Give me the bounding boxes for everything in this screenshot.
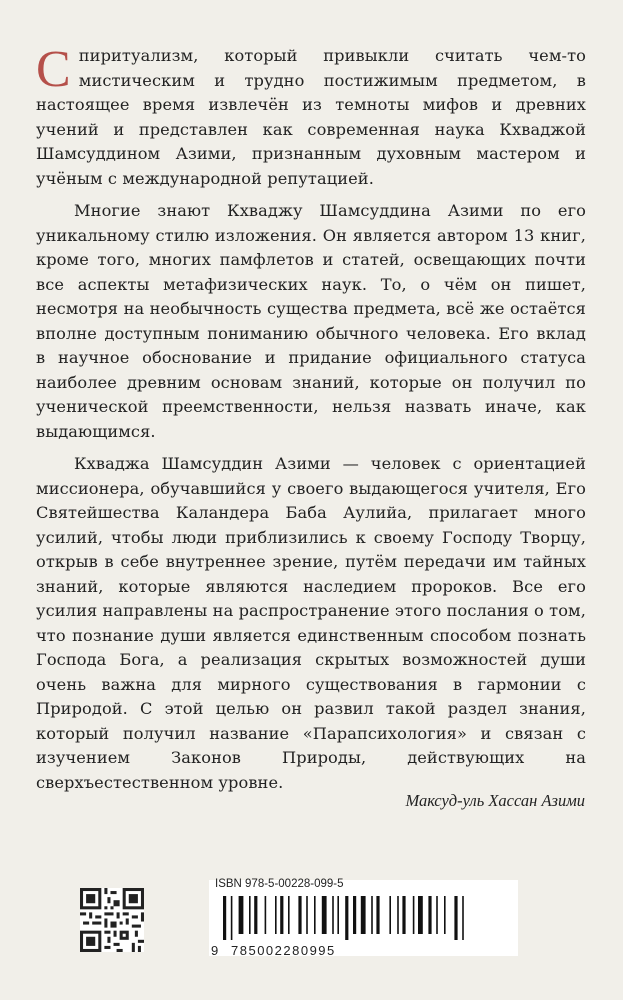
drop-cap: С xyxy=(36,41,71,98)
paragraph-3: Кхваджа Шамсуддин Азими — человек с ориентацией миссионера, обучавшийся у своего выдающегося учителя, Его Святейшества Каландера Баба Аулийа, прилагает много усилий, чтобы люди приблизились к своему Господу Творцу, открыв в себе внутреннее зрение, путём передачи им тайных знаний, которые являются наследием пророков. Все его усилия направлены на распространение этого послания о том, что познание души является единственным способом познать Господа Бога, а реализация скрытых возможностей души очень важна для мирного существования в гармонии с Природой. С этой целью он развил такой раздел знания, который получил название «Парапсихология» и связан с изучением Законов Природы, действующих на сверхъестественном уровне. xyxy=(36,454,586,792)
description-text xyxy=(36,41,586,803)
paragraph-2: Многие знают Кхваджу Шамсуддина Азими по его уникальному стилю изложения. Он является автором 13 книг, кроме того, многих памфлетов и статей, освещающих почти все аспекты метафизических наук. То, о чём он пишет, несмотря на необычность существа предмета, всё же остаётся вполне доступным пониманию обычного человека. Его вклад в научное обоснование и придание официального статуса наиболее древним основам знаний, которые он получил по ученической преемственности, нельзя назвать иначе, как выдающимся. xyxy=(36,201,586,441)
paragraph-1 xyxy=(36,41,586,191)
barcode-digits: 785002280995 xyxy=(231,943,336,958)
barcode-lead-digit: 9 xyxy=(211,943,220,958)
qr-code-icon xyxy=(80,888,144,952)
author-signature: Максуд-уль Хассан Азими xyxy=(405,791,585,810)
barcode-bars xyxy=(217,896,517,940)
isbn-label: ISBN 978-5-00228-099-5 xyxy=(215,878,344,890)
paragraph-1-text: пиритуализм, который привыкли считать чем-то мистическим и трудно постижимым предметом, в настоящее время извлечён из темноты мифов и древних учений и представлен как современная наука Кхваджой Шамсуддином Азими, признанным духовным мастером и учёным с международной репутацией. xyxy=(36,46,586,188)
